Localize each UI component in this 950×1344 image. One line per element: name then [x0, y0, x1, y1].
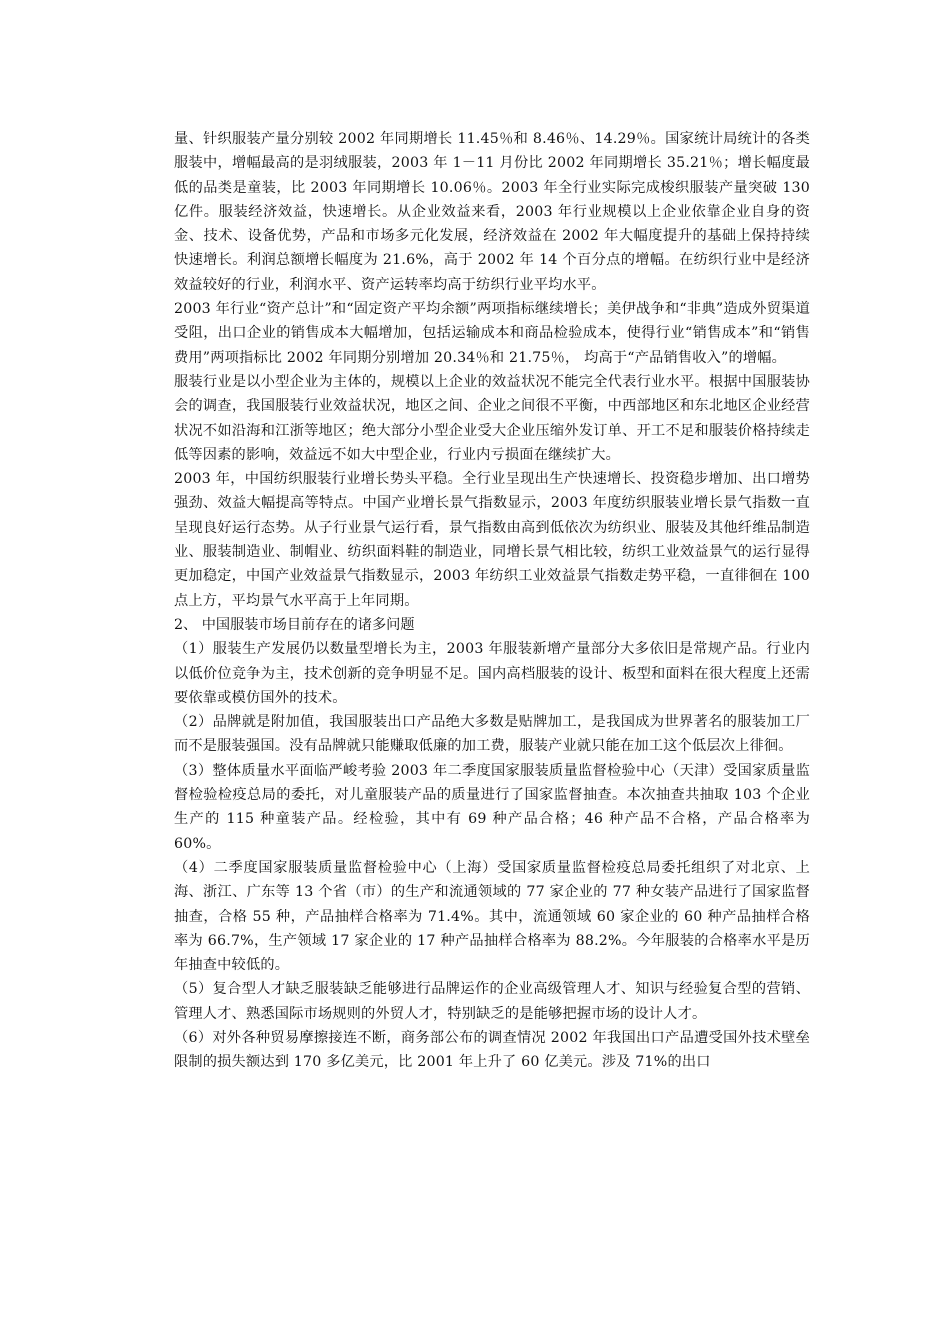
paragraph-output-growth: 量、针织服装产量分别较 2002 年同期增长 11.45％和 8.46％、14.29％。国家统计局统计的各类服装中，增幅最高的是羽绒服装，2003 年 1－11 月份比 2002 年同期增长 35.21％；增长幅度最低的品类是童装，比 2003 年同期增长 10.06％。2003 年全行业实际完成梭织服装产量突破 130 亿件。服装经济效益，快速增长。从企业效益来看，2003 年行业规模以上企业依靠企业自身的资金、技术、设备优势，产品和市场多元化发展，经济效益在 2002 年大幅度提升的基础上保持持续快速增长。利润总额增长幅度为 21.6%，高于 2002 年 14 个百分点的增幅。在纺织行业中是经济效益较好的行业，利润水平、资产运转率均高于纺织行业平均水平。 — [174, 131, 810, 293]
paragraph-small-enterprises: 服装行业是以小型企业为主体的，规模以上企业的效益状况不能完全代表行业水平。根据中国服装协会的调查，我国服装行业效益状况，地区之间、企业之间很不平衡，中西部地区和东北地区企业经营状况不如沿海和江浙等地区；绝大部分小型企业受大企业压缩外发订单、开工不足和服装价格持续走低等因素的影响，效益远不如大中型企业，行业内亏损面在继续扩大。 — [174, 373, 810, 463]
list-item-quantity-growth: （1）服装生产发展仍以数量型增长为主，2003 年服装新增产量部分大多依旧是常规产品。行业内以低价位竞争为主，技术创新的竞争明显不足。国内高档服装的设计、板型和面料在很大程度上还需要依靠或模仿国外的技术。 — [174, 641, 810, 706]
document-page — [174, 127, 810, 1075]
paragraph-cost-indicators: 2003 年行业“资产总计”和“固定资产平均余额”两项指标继续增长；美伊战争和“非典”造成外贸渠道受阻，出口企业的销售成本大幅增加，包括运输成本和商品检验成本，使得行业“销售成本”和“销售费用”两项指标比 2002 年同期分别增加 20.34％和 21.75％， 均高于“产品销售收入”的增幅。 — [174, 301, 810, 366]
section-heading: 2、 中国服装市场目前存在的诸多问题 — [174, 616, 415, 633]
list-item-brand: （2）品牌就是附加值，我国服装出口产品绝大多数是贴牌加工，是我国成为世界著名的服装加工厂而不是服装强国。没有品牌就只能赚取低廉的加工费，服装产业就只能在加工这个低层次上徘徊。 — [174, 714, 810, 755]
list-item-quality-children: （3）整体质量水平面临严峻考验 2003 年二季度国家服装质量监督检验中心（天津）受国家质量监督检验检疫总局的委托，对儿童服装产品的质量进行了国家监督抽查。本次抽查共抽取 103 个企业生产的 115 种童装产品。经检验，其中有 69 种产品合格；46 种产品不合格，产品合格率为 60%。 — [174, 762, 810, 852]
list-item-talent: （5）复合型人才缺乏服装缺乏能够进行品牌运作的企业高级管理人才、知识与经验复合型的营销、管理人才、熟悉国际市场规则的外贸人才，特别缺乏的是能够把握市场的设计人才。 — [174, 981, 810, 1022]
list-item-trade-friction: （6）对外各种贸易摩擦接连不断，商务部公布的调查情况 2002 年我国出口产品遭受国外技术壁垒限制的损失额达到 170 多亿美元，比 2001 年上升了 60 亿美元。涉及 71%的出口 — [174, 1029, 810, 1071]
list-item-quality-women: （4）二季度国家服装质量监督检验中心（上海）受国家质量监督检疫总局委托组织了对北京、上海、浙江、广东等 13 个省（市）的生产和流通领域的 77 家企业的 77 种女装产品进行了国家监督抽查，合格 55 种，产品抽样合格率为 71.4%。其中，流通领域 60 家企业的 60 种产品抽样合格率为 66.7%，生产领域 17 家企业的 17 种产品抽样合格率为 88.2%。今年服装的合格率水平是历年抽查中较低的。 — [174, 859, 810, 974]
paragraph-industry-climate: 2003 年，中国纺织服装行业增长势头平稳。全行业呈现出生产快速增长、投资稳步增加、出口增势强劲、效益大幅提高等特点。中国产业增长景气指数显示，2003 年度纺织服装业增长景气指数一直呈现良好运行态势。从子行业景气运行看，景气指数由高到低依次为纺织业、服装及其他纤维品制造业、服装制造业、制帽业、纺织面料鞋的制造业，同增长景气相比较，纺织工业效益景气的运行显得更加稳定，中国产业效益景气指数显示，2003 年纺织工业效益景气指数走势平稳，一直徘徊在 100 点上方，平均景气水平高于上年同期。 — [174, 471, 810, 609]
